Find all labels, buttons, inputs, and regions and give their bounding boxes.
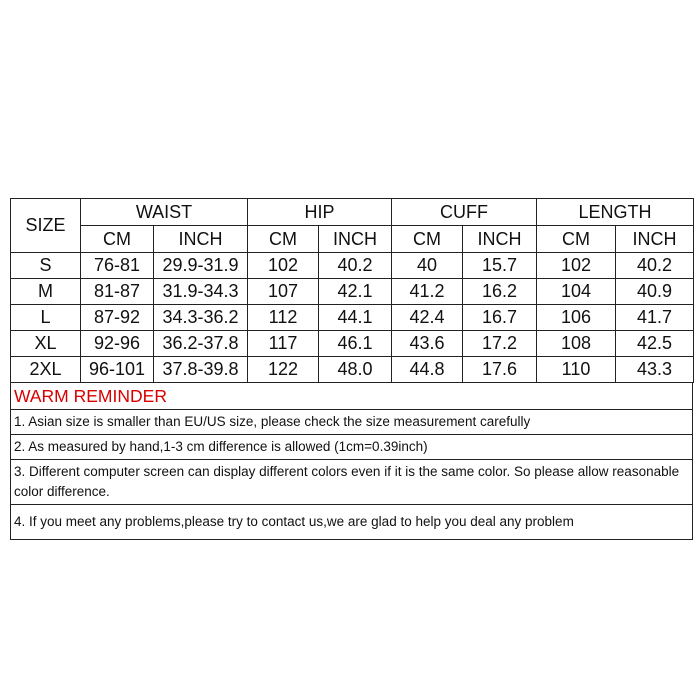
table-cell: 107 [248,279,319,305]
table-cell: 96-101 [81,357,154,383]
table-cell: 43.3 [616,357,694,383]
unit-header: CM [392,226,463,253]
unit-header: INCH [616,226,694,253]
unit-header: INCH [463,226,537,253]
table-cell: 44.8 [392,357,463,383]
hip-header: HIP [248,199,392,226]
unit-header-row [11,226,694,253]
cuff-header: CUFF [392,199,537,226]
table-row [11,305,694,331]
size-label: XL [11,331,81,357]
table-cell: 40.2 [616,253,694,279]
table-cell: 29.9-31.9 [154,253,248,279]
table-cell: 48.0 [319,357,392,383]
table-cell: 112 [248,305,319,331]
unit-header: CM [81,226,154,253]
table-cell: 117 [248,331,319,357]
table-row [11,253,694,279]
table-cell: 110 [537,357,616,383]
table-cell: 40.2 [319,253,392,279]
table-cell: 92-96 [81,331,154,357]
size-label: M [11,279,81,305]
size-chart [10,198,693,540]
reminder-note: 4. If you meet any problems,please try to contact us,we are glad to help you deal any problem [11,505,693,540]
size-label: 2XL [11,357,81,383]
table-cell: 41.7 [616,305,694,331]
warm-reminder-title: WARM REMINDER [11,383,693,410]
reminder-table [10,382,693,540]
table-row [11,279,694,305]
unit-header: CM [248,226,319,253]
reminder-note: 3. Different computer screen can display different colors even if it is the same color. So please allow reasonable color difference. [11,460,693,505]
reminder-note: 2. As measured by hand,1-3 cm difference is allowed (1cm=0.39inch) [11,435,693,460]
table-cell: 16.2 [463,279,537,305]
table-cell: 36.2-37.8 [154,331,248,357]
reminder-note: 1. Asian size is smaller than EU/US size, please check the size measurement carefully [11,410,693,435]
table-cell: 40 [392,253,463,279]
group-header-row [11,199,694,226]
table-cell: 106 [537,305,616,331]
table-cell: 122 [248,357,319,383]
table-cell: 104 [537,279,616,305]
size-column-header: SIZE [11,199,81,253]
unit-header: CM [537,226,616,253]
table-cell: 108 [537,331,616,357]
table-cell: 42.1 [319,279,392,305]
unit-header: INCH [319,226,392,253]
reminder-note-row [11,410,693,435]
length-header: LENGTH [537,199,694,226]
reminder-title-row [11,383,693,410]
reminder-note-row [11,435,693,460]
reminder-note-row [11,505,693,540]
table-cell: 37.8-39.8 [154,357,248,383]
table-cell: 102 [248,253,319,279]
table-cell: 16.7 [463,305,537,331]
table-row [11,331,694,357]
size-label: L [11,305,81,331]
unit-header: INCH [154,226,248,253]
table-cell: 40.9 [616,279,694,305]
table-cell: 41.2 [392,279,463,305]
table-cell: 42.5 [616,331,694,357]
size-table [10,198,694,383]
table-cell: 76-81 [81,253,154,279]
table-cell: 81-87 [81,279,154,305]
table-cell: 46.1 [319,331,392,357]
table-cell: 31.9-34.3 [154,279,248,305]
size-label: S [11,253,81,279]
waist-header: WAIST [81,199,248,226]
table-cell: 102 [537,253,616,279]
table-cell: 42.4 [392,305,463,331]
table-cell: 17.6 [463,357,537,383]
table-cell: 43.6 [392,331,463,357]
table-cell: 87-92 [81,305,154,331]
table-cell: 44.1 [319,305,392,331]
table-cell: 34.3-36.2 [154,305,248,331]
table-cell: 17.2 [463,331,537,357]
table-row [11,357,694,383]
reminder-note-row [11,460,693,505]
table-cell: 15.7 [463,253,537,279]
